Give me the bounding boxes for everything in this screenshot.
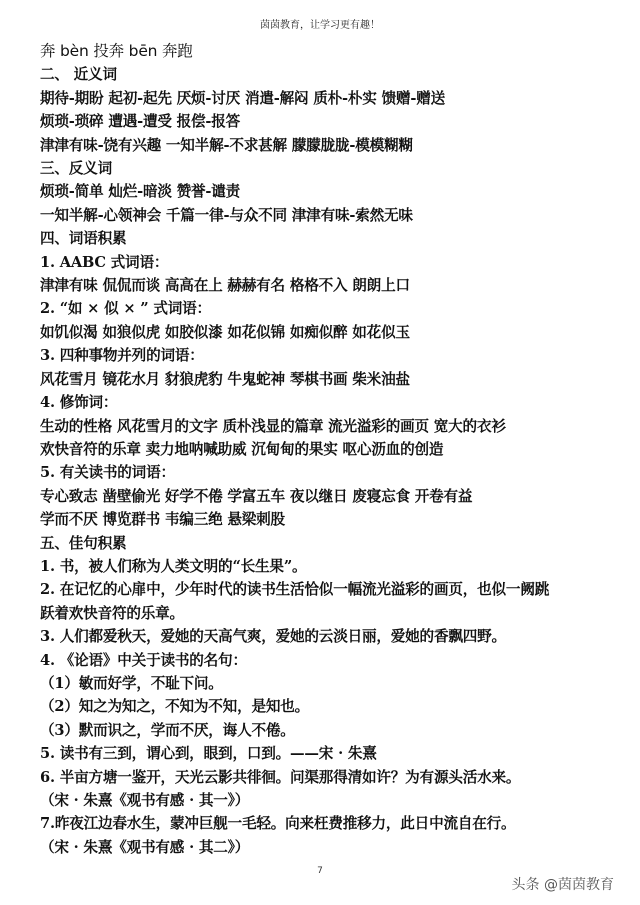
text-line: 五、佳句积累 — [40, 534, 127, 552]
text-line: （宋 · 朱熹《观书有感 · 其二》） — [40, 838, 250, 856]
text-line: 2. 在记忆的心扉中，少年时代的读书生活恰似一幅流光溢彩的画页，也似一阙跳 — [40, 581, 550, 599]
text-line: 专心致志 凿壁偷光 好学不倦 学富五车 夜以继日 废寝忘食 开卷有益 — [40, 487, 473, 505]
text-line: 学而不厌 博览群书 韦编三绝 悬梁刺股 — [40, 511, 285, 529]
text-line: 四、词语积累 — [40, 230, 127, 248]
text-line: 如饥似渴 如狼似虎 如胶似漆 如花似锦 如痴似醉 如花似玉 — [40, 323, 410, 341]
text-line: 5. 有关读书的词语： — [40, 464, 175, 482]
watermark: 头条 @茵茵教育 — [511, 877, 614, 893]
text-line: 津津有味-饶有兴趣 一知半解-不求甚解 朦朦胧胧-模模糊糊 — [40, 136, 413, 154]
text-line: （宋 · 朱熹《观书有感 · 其一》） — [40, 792, 250, 809]
text-line: 烦琐-琐碎 遭遇-遭受 报偿-报答 — [40, 113, 241, 131]
text-line: 1. AABC 式词语： — [40, 253, 169, 271]
text-line: 津津有味 侃侃而谈 高高在上 赫赫有名 格格不入 朗朗上口 — [40, 277, 410, 295]
text-line: 二、 近义词 — [40, 66, 117, 84]
text-line: 3. 人们都爱秋天，爱她的天高气爽，爱她的云淡日丽，爱她的香飘四野。 — [40, 628, 506, 646]
text-line: 三、反义词 — [40, 160, 112, 178]
text-line: 一知半解-心领神会 千篇一律-与众不同 津津有味-索然无味 — [40, 206, 413, 224]
text-line: 7.昨夜江边春水生，蒙冲巨舰一毛轻。向来枉费推移力，此日中流自在行。 — [40, 815, 516, 833]
text-line: 3. 四种事物并列的词语： — [40, 347, 204, 365]
text-line: 跃着欢快音符的乐章。 — [40, 604, 184, 622]
text-line: 生动的性格 风花雪月的文字 质朴浅显的篇章 流光溢彩的画页 宽大的衣衫 — [40, 417, 506, 435]
page-header-slogan: 茵茵教育，让学习更有趣！ — [260, 20, 380, 31]
text-line: 5. 读书有三到，谓心到，眼到，口到。——宋 · 朱熹 — [40, 745, 377, 763]
text-line: 4. 修饰词： — [40, 394, 118, 412]
text-line: （3）默而识之，学而不厌，诲人不倦。 — [40, 721, 295, 739]
text-line: 欢快音符的乐章 卖力地呐喊助威 沉甸甸的果实 呕心沥血的创造 — [40, 440, 444, 458]
text-line: 6. 半亩方塘一鉴开，天光云影共徘徊。问渠那得清如许？为有源头活水来。 — [40, 768, 521, 786]
text-line: （1）敏而好学，不耻下问。 — [40, 674, 223, 692]
document-body — [40, 40, 620, 859]
text-line: 期待-期盼 起初-起先 厌烦-讨厌 消遣-解闷 质朴-朴实 馈赠-赠送 — [40, 89, 445, 107]
text-line: 烦琐-简单 灿烂-暗淡 赞誉-谴责 — [40, 183, 241, 201]
text-line: （2）知之为知之，不知为不知，是知也。 — [40, 698, 310, 716]
page-number: 7 — [317, 866, 323, 876]
text-line: 1. 书，被人们称为人类文明的“长生果”。 — [40, 557, 307, 575]
text-line: 4. 《论语》中关于读书的名句： — [40, 651, 247, 669]
text-line: 2. “如 × 似 × ” 式词语： — [40, 300, 211, 318]
text-line: 风花雪月 镜花水月 豺狼虎豹 牛鬼蛇神 琴棋书画 柴米油盐 — [40, 370, 410, 388]
text-line: 奔 bèn 投奔 bēn 奔跑 — [40, 42, 193, 60]
